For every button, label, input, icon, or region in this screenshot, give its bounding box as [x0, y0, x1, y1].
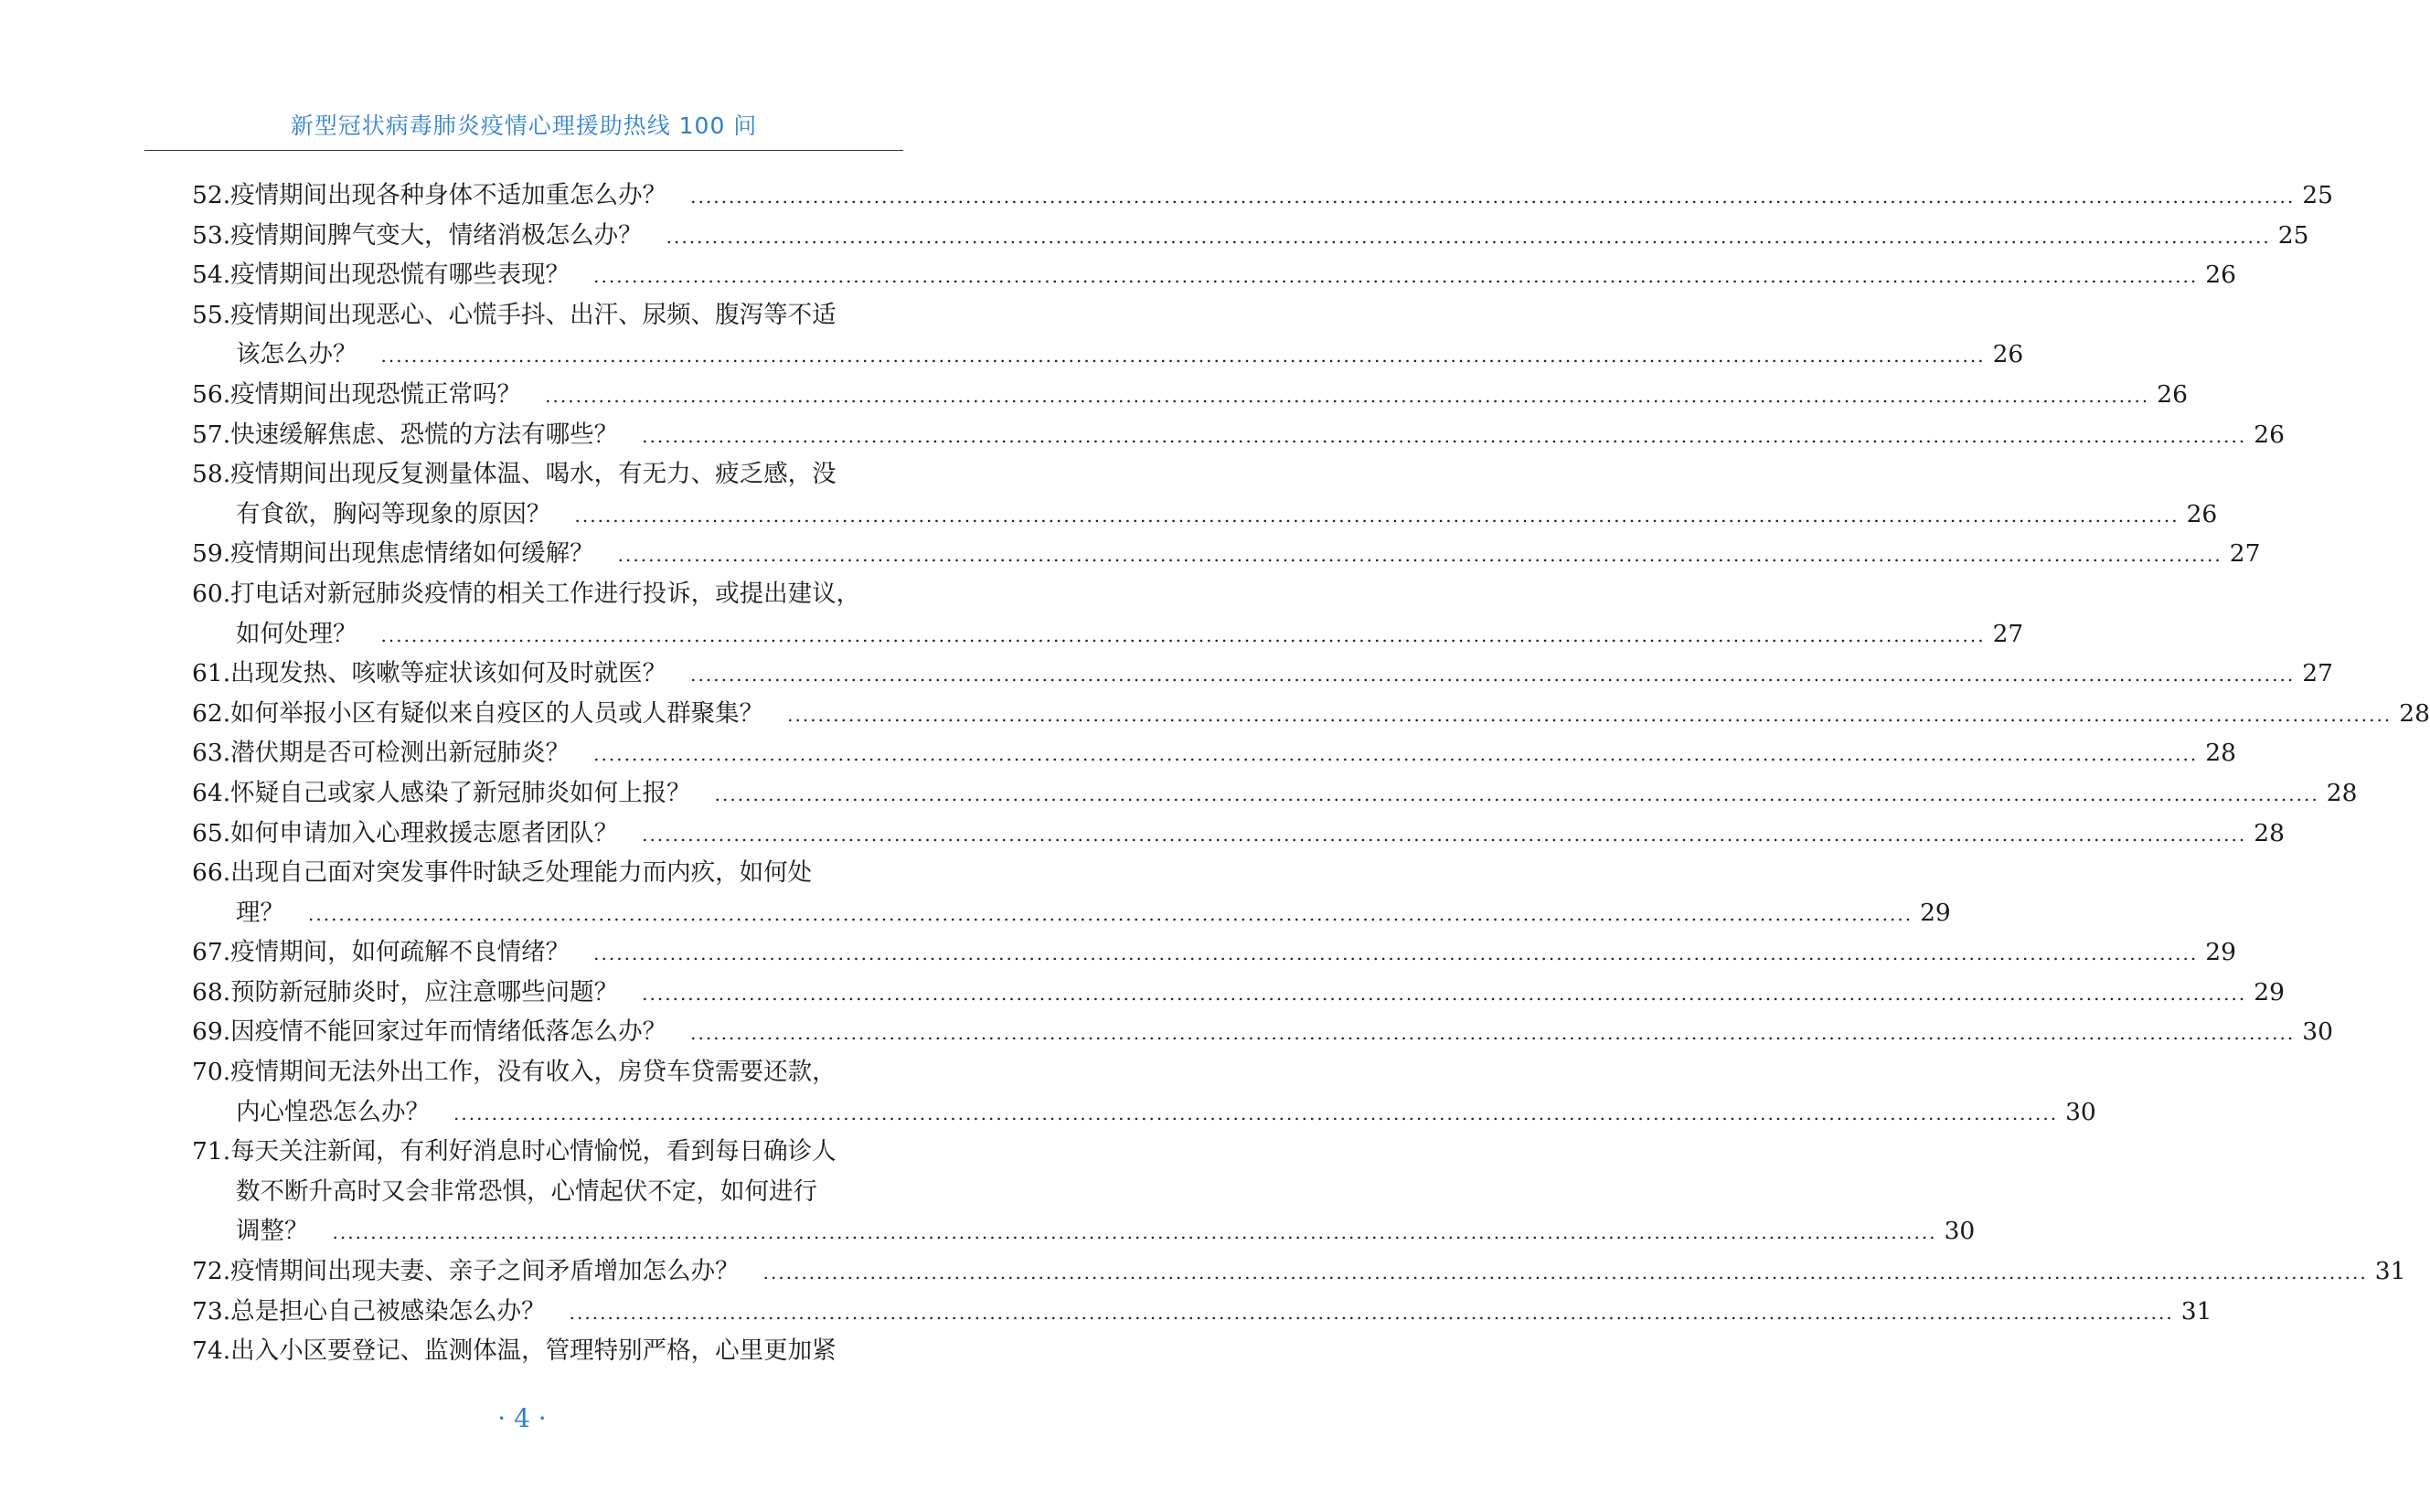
toc-entry-line	[192, 295, 905, 335]
toc-entry-line	[192, 574, 905, 614]
dot-leader	[690, 655, 2295, 696]
toc-entry-page: 29	[2205, 938, 2236, 967]
dot-leader	[308, 895, 1913, 935]
toc-entry-line	[192, 1092, 2096, 1133]
dot-leader	[593, 257, 2198, 297]
toc-entry-page: 30	[2302, 1017, 2333, 1047]
toc-entry-line	[192, 335, 2024, 375]
toc-entry-title: 潜伏期是否可检测出新冠肺炎？	[230, 739, 570, 768]
toc-entry-line	[192, 454, 905, 495]
toc-entry-number: 63.	[192, 739, 231, 768]
toc-entry-line	[192, 534, 2261, 574]
toc-entry-line	[192, 176, 2333, 216]
toc-entry[interactable]	[192, 814, 2285, 854]
toc-entry-title: 疫情期间脾气变大，情绪消极怎么办？	[230, 220, 643, 250]
toc-entry-title: 如何申请加入心理救援志愿者团队？	[230, 818, 619, 847]
toc-entry-page: 26	[2186, 499, 2218, 528]
toc-entry-page: 26	[2157, 379, 2188, 409]
toc-entry-line	[192, 1251, 2406, 1292]
toc-entry[interactable]	[192, 853, 1951, 932]
dot-leader	[381, 336, 1986, 377]
toc-entry-number: 71.	[192, 1137, 231, 1166]
toc-entry-page: 28	[2205, 739, 2236, 768]
toc-entry-number: 72.	[192, 1257, 231, 1286]
toc-entry-number: 68.	[192, 977, 231, 1006]
toc-entry-title: 怀疑自己或家人感染了新冠肺炎如何上报？	[230, 778, 691, 807]
toc-entry-line	[192, 255, 2236, 295]
dot-leader	[642, 815, 2246, 856]
toc-entry-title: 疫情期间出现反复测量体温、喝水，有无力、疲乏感，没	[230, 460, 837, 489]
toc-entry[interactable]	[192, 973, 2285, 1013]
toc-entry-title: 疫情期间出现恐慌有哪些表现？	[230, 261, 570, 290]
dot-leader	[381, 616, 1986, 656]
toc-entry-page: 26	[1992, 340, 2024, 369]
toc-entry[interactable]	[192, 1132, 1976, 1251]
toc-entry-title: 有食欲，胸闷等现象的原因？	[236, 499, 551, 528]
toc-entry-line	[192, 495, 2218, 535]
toc-entry-title: 内心惶恐怎么办？	[236, 1097, 430, 1126]
toc-entry-title: 如何处理？	[236, 619, 357, 648]
toc-entry-title: 理？	[236, 898, 284, 927]
toc-entry-number: 52.	[192, 181, 231, 209]
toc-entry-page: 30	[2065, 1097, 2096, 1126]
toc-entry-page: 25	[2302, 181, 2333, 209]
toc-entry[interactable]	[192, 375, 2188, 415]
toc-entry-line	[192, 415, 2285, 455]
toc-entry-title: 疫情期间无法外出工作，没有收入，房贷车贷需要还款，	[230, 1058, 837, 1087]
toc-entry-page: 31	[2180, 1296, 2212, 1326]
toc-entry-title: 预防新冠肺炎时，应注意哪些问题？	[230, 977, 619, 1006]
toc-entry-number: 67.	[192, 938, 231, 967]
dot-leader	[666, 218, 2271, 258]
toc-entry-line	[192, 614, 2024, 655]
dot-leader	[642, 417, 2246, 457]
page-number: · 4 ·	[497, 1403, 547, 1433]
toc-entry-line	[192, 216, 2309, 256]
toc-entry-number: 66.	[192, 858, 231, 888]
toc-entry-page: 27	[2302, 659, 2333, 688]
toc-entry[interactable]	[192, 1052, 2096, 1132]
toc-entry-title: 调整？	[236, 1217, 309, 1246]
toc-entry-page: 27	[2229, 539, 2261, 569]
toc-entry-number: 65.	[192, 818, 231, 847]
toc-entry-title: 疫情期间出现各种身体不适加重怎么办？	[230, 181, 667, 209]
toc-entry[interactable]	[192, 694, 2430, 734]
toc-entry[interactable]	[192, 176, 2333, 216]
toc-entry-page: 26	[2205, 261, 2236, 290]
toc-entry[interactable]	[192, 773, 2358, 814]
toc-entry-page: 28	[2254, 818, 2285, 847]
dot-leader	[763, 1253, 2368, 1294]
dot-leader	[618, 536, 2222, 576]
toc-entry-number: 64.	[192, 778, 231, 807]
toc-entry[interactable]	[192, 654, 2333, 694]
toc-entry-page: 30	[1944, 1217, 1976, 1246]
toc-entry-number: 57.	[192, 420, 231, 449]
toc-entry-number: 62.	[192, 698, 231, 728]
toc-entry-number: 60.	[192, 579, 231, 608]
toc-entry-line	[192, 853, 905, 893]
toc-entry-number: 70.	[192, 1058, 231, 1087]
toc-entry-title: 总是担心自己被感染怎么办？	[230, 1296, 546, 1326]
toc-entry-title: 如何举报小区有疑似来自疫区的人员或人群聚集？	[230, 698, 764, 728]
dot-leader	[593, 735, 2198, 775]
toc-entry-line	[192, 694, 2430, 734]
dot-leader	[593, 934, 2198, 974]
toc-entry-number: 61.	[192, 659, 231, 688]
toc-entry-page: 27	[1992, 619, 2024, 648]
toc-entry-number: 54.	[192, 261, 231, 290]
toc-entry-page: 31	[2374, 1257, 2406, 1286]
toc-entry-title: 出现发热、咳嗽等症状该如何及时就医？	[230, 659, 667, 688]
toc-entry[interactable]	[192, 534, 2261, 574]
toc-entry-number: 69.	[192, 1017, 231, 1047]
toc-entry[interactable]	[192, 1292, 2212, 1332]
toc-entry-title: 出现自己面对突发事件时缺乏处理能力而内疚，如何处	[230, 858, 813, 888]
toc-entry-page: 25	[2277, 220, 2309, 250]
toc-entry-line	[192, 932, 2236, 973]
toc-entry-title: 该怎么办？	[236, 340, 357, 369]
toc-entry-number: 59.	[192, 539, 231, 569]
toc-entry-number: 74.	[192, 1336, 231, 1366]
toc-entry-page: 29	[1920, 898, 1951, 927]
table-of-contents	[192, 176, 2430, 1371]
toc-entry[interactable]	[192, 932, 2236, 973]
toc-entry-line	[192, 893, 1951, 933]
toc-entry-line	[192, 773, 2358, 814]
toc-entry-page: 26	[2254, 420, 2285, 449]
toc-entry-line	[192, 375, 2188, 415]
toc-entry-number: 58.	[192, 460, 231, 489]
dot-leader	[642, 974, 2246, 1015]
toc-entry-number: 53.	[192, 220, 231, 250]
header-rule	[144, 150, 903, 151]
toc-entry[interactable]	[192, 1251, 2406, 1292]
toc-entry-number: 56.	[192, 379, 231, 409]
toc-entry-page: 28	[2326, 778, 2358, 807]
toc-entry-title: 打电话对新冠肺炎疫情的相关工作进行投诉，或提出建议，	[230, 579, 861, 608]
toc-entry-line	[192, 1211, 1976, 1251]
toc-entry[interactable]	[192, 415, 2285, 455]
toc-entry[interactable]	[192, 255, 2236, 295]
toc-entry-line	[192, 733, 2236, 773]
toc-entry-line	[192, 1052, 905, 1092]
dot-leader	[453, 1094, 2058, 1134]
toc-entry[interactable]	[192, 1012, 2333, 1052]
toc-entry-title: 数不断升高时又会非常恐惧，心情起伏不定，如何进行	[236, 1177, 817, 1206]
toc-entry[interactable]	[192, 733, 2236, 773]
toc-entry-line	[192, 1172, 905, 1212]
toc-entry-line	[192, 1331, 905, 1371]
dot-leader	[575, 496, 2180, 537]
toc-entry-title: 疫情期间出现恐慌正常吗？	[230, 379, 522, 409]
toc-entry-page: 28	[2399, 698, 2430, 728]
toc-entry-title: 因疫情不能回家过年而情绪低落怎么办？	[230, 1017, 667, 1047]
toc-entry-title: 疫情期间出现夫妻、亲子之间矛盾增加怎么办？	[230, 1257, 740, 1286]
toc-entry-line	[192, 973, 2285, 1013]
toc-entry-line	[192, 654, 2333, 694]
toc-entry[interactable]	[192, 574, 2024, 654]
dot-leader	[787, 696, 2392, 736]
dot-leader	[715, 775, 2319, 815]
toc-entry-title: 疫情期间出现恶心、心慌手抖、出汗、尿频、腹泻等不适	[230, 300, 837, 329]
dot-leader	[570, 1294, 2174, 1334]
toc-entry-number: 55.	[192, 300, 231, 329]
toc-entry-title: 疫情期间出现焦虑情绪如何缓解？	[230, 539, 594, 569]
toc-entry-line	[192, 1292, 2212, 1332]
dot-leader	[333, 1213, 1937, 1253]
toc-entry-line	[192, 1132, 905, 1172]
toc-entry-title: 快速缓解焦虑、恐慌的方法有哪些？	[230, 420, 619, 449]
toc-entry-title: 出入小区要登记、监测体温，管理特别严格，心里更加紧	[230, 1336, 837, 1366]
toc-entry-page: 29	[2254, 977, 2285, 1006]
dot-leader	[545, 377, 2149, 417]
toc-entry[interactable]	[192, 295, 2024, 375]
toc-entry-title: 每天关注新闻，有利好消息时心情愉悦，看到每日确诊人	[230, 1137, 837, 1166]
dot-leader	[690, 177, 2295, 218]
toc-entry[interactable]	[192, 216, 2309, 256]
toc-entry[interactable]	[192, 454, 2218, 534]
toc-entry-title: 疫情期间，如何疏解不良情绪？	[230, 938, 570, 967]
running-header: 新型冠状病毒肺炎疫情心理援助热线 100 问	[290, 112, 758, 139]
dot-leader	[690, 1014, 2295, 1054]
toc-entry[interactable]	[192, 1331, 905, 1371]
toc-entry-number: 73.	[192, 1296, 231, 1326]
toc-entry-line	[192, 814, 2285, 854]
toc-entry-line	[192, 1012, 2333, 1052]
